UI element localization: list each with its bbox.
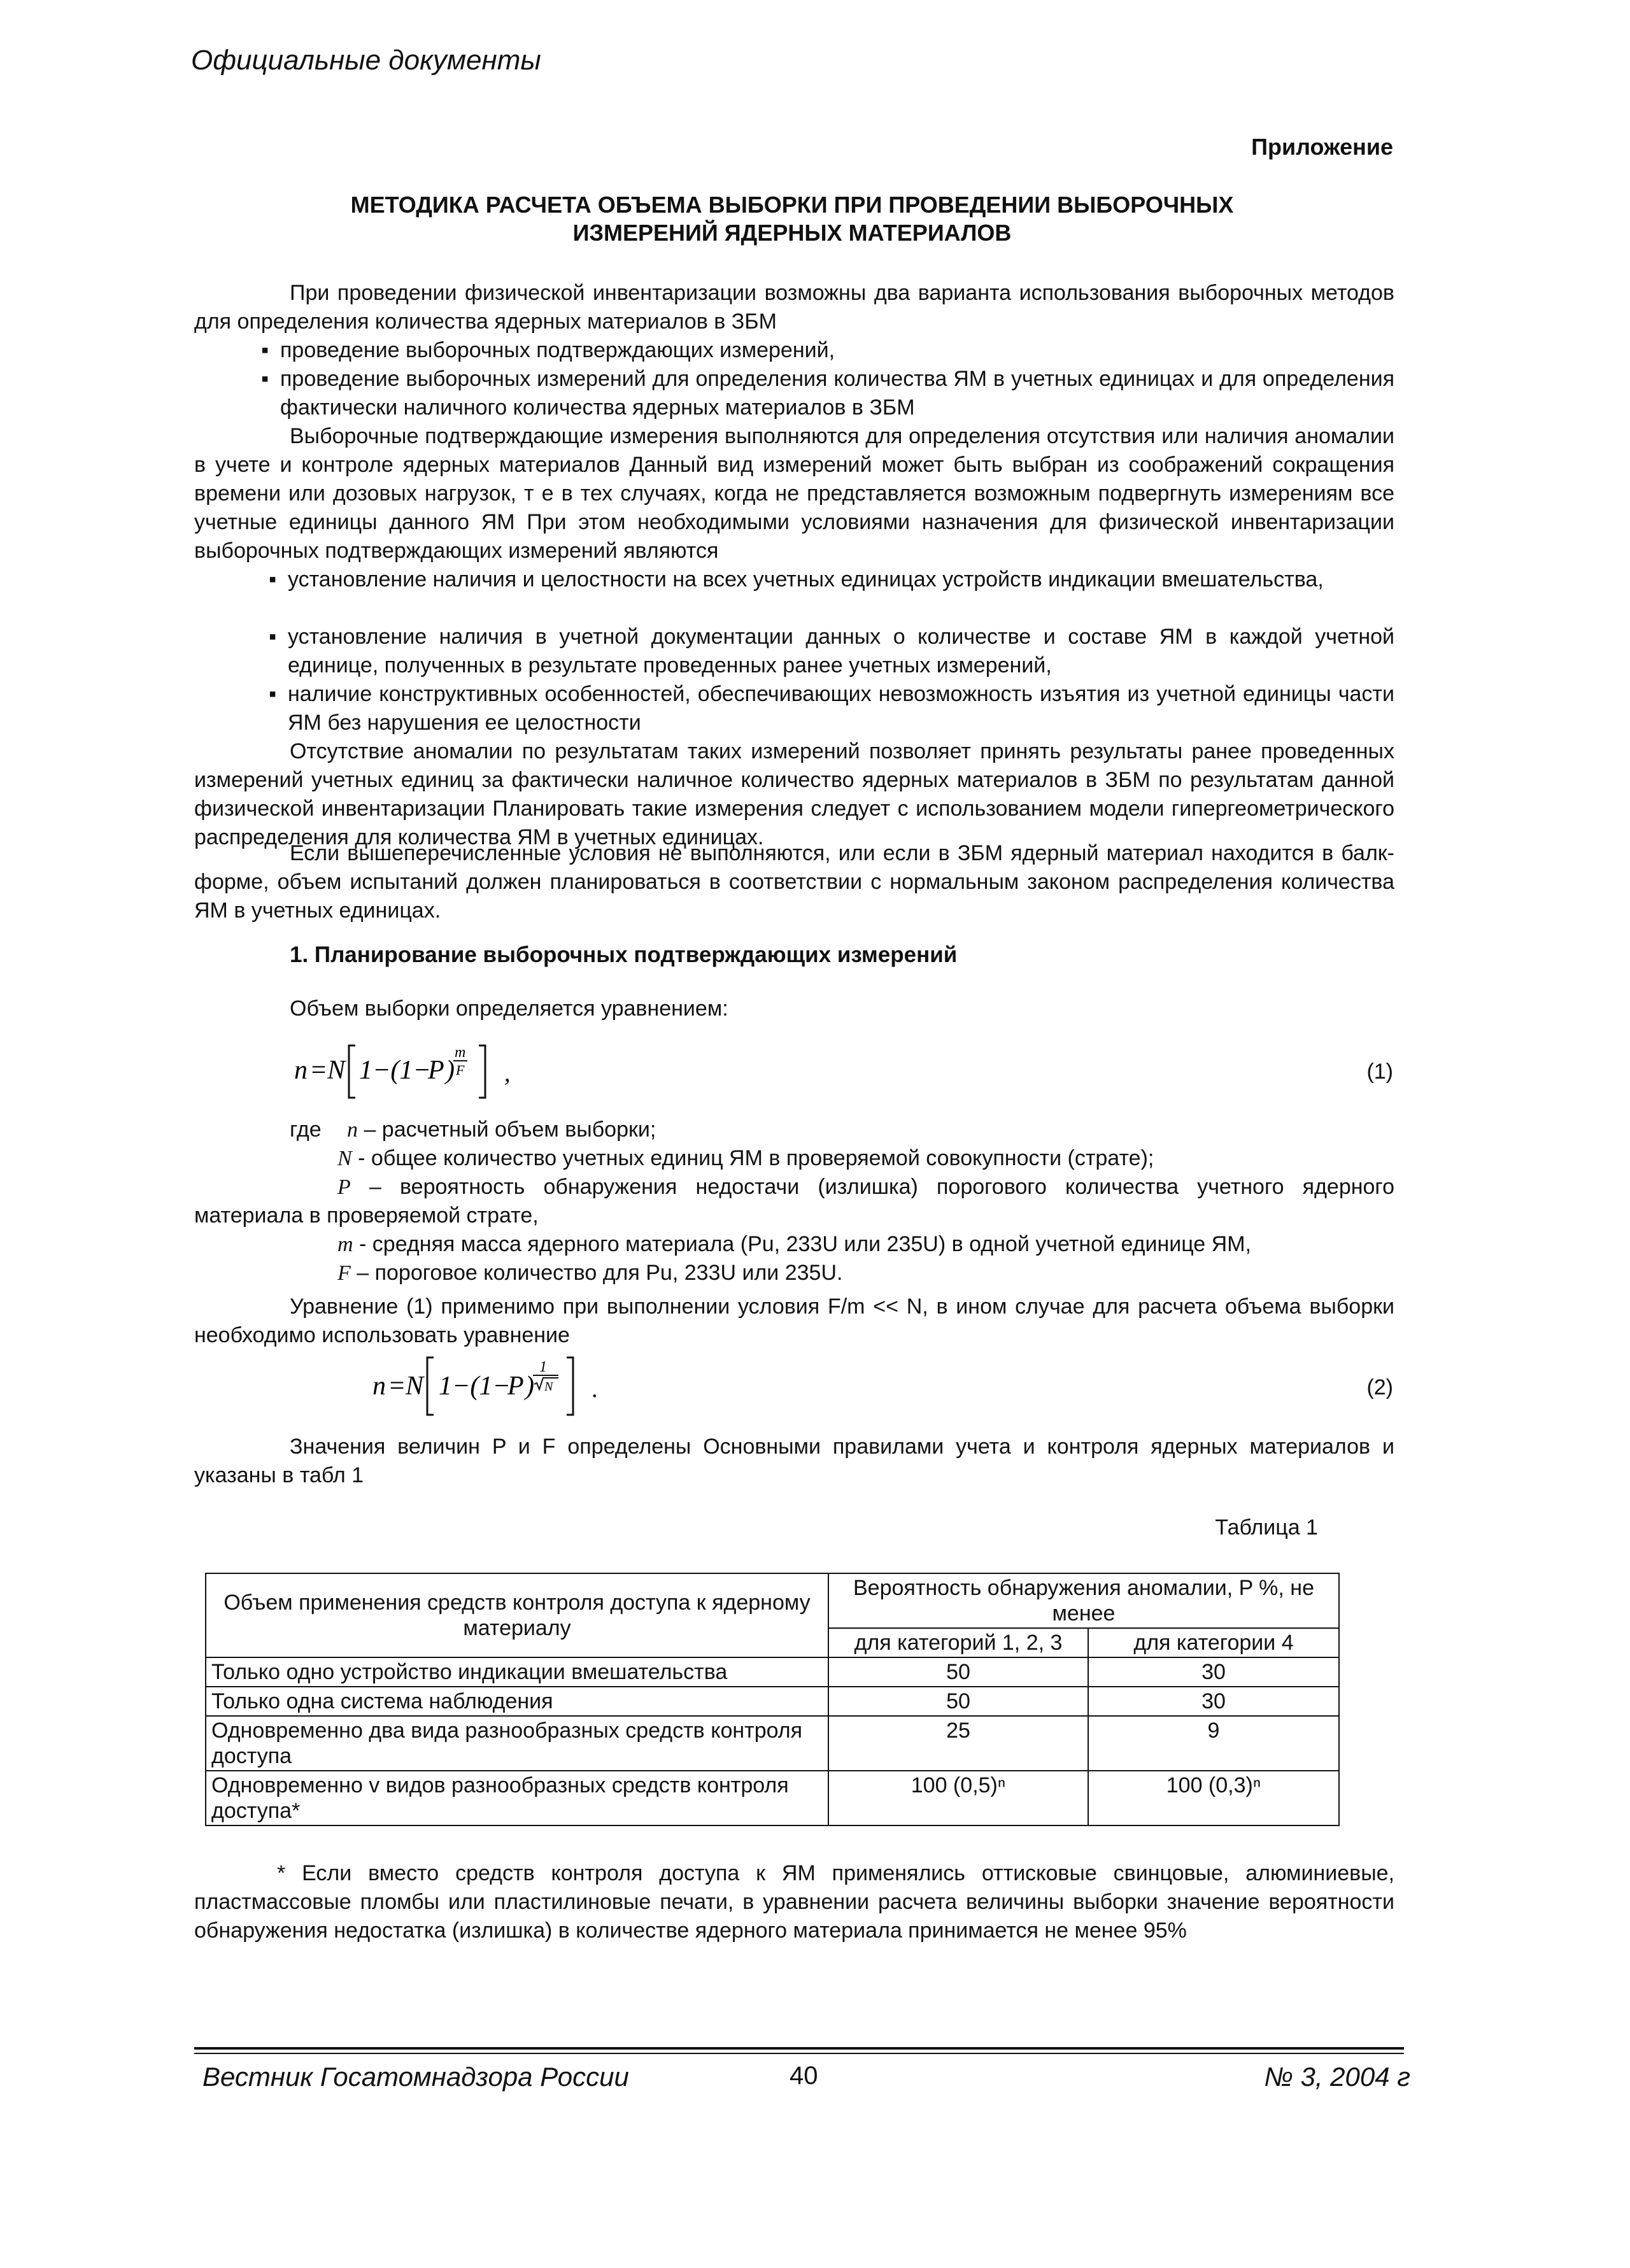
paragraph-condition: Уравнение (1) применимо при выполнении условия F/m << N, в ином случае для расчета объема выборки необходимо использовать уравнение <box>194 1294 1394 1347</box>
definition-F-text: – пороговое количество для Pu, 233U или 235U. <box>357 1261 843 1285</box>
svg-text:): ) <box>446 1056 455 1085</box>
svg-text:=: = <box>309 1056 328 1085</box>
bullet-1-text: проведение выборочных подтверждающих измерений, <box>280 338 835 362</box>
bullet-4-text: установление наличия в учетной документации данных о количестве и составе ЯМ в каждой учетной единице, полученных в результате проведенных ранее учетных измерений, <box>288 625 1394 677</box>
journal-name: Вестник Госатомнадзора России <box>202 2062 629 2092</box>
row-label: Только одна система наблюдения <box>206 1687 828 1716</box>
equation-1-graphic <box>294 1039 562 1103</box>
bullet-5 <box>269 680 1394 737</box>
paragraph-values: Значения величин P и F определены Основными правилами учета и контроля ядерных материалов и указаны в табл 1 <box>194 1435 1394 1487</box>
cell-value: 9 <box>1088 1716 1339 1771</box>
footer-rule <box>194 2047 1404 2050</box>
paragraph-sample-size: Объем выборки определяется уравнением: <box>290 996 728 1021</box>
title-line-1: МЕТОДИКА РАСЧЕТА ОБЪЕМА ВЫБОРКИ ПРИ ПРОВЕДЕНИИ ВЫБОРОЧНЫХ <box>350 192 1234 218</box>
bullet-marker: ▪ <box>269 625 277 649</box>
equation-1-number: (1) <box>1366 1060 1393 1084</box>
table-row <box>206 1771 1339 1825</box>
bullet-3-text: установление наличия и целостности на всех учетных единицах устройств индикации вмешательства, <box>288 567 1324 592</box>
equation-1 <box>294 1039 562 1096</box>
cell-value: 50 <box>828 1687 1088 1716</box>
cell-value: 50 <box>828 1657 1088 1687</box>
definition-P: P – вероятность обнаружения недостачи (излишка) порогового количества учетного ядерного материала в проверяемой страте, <box>194 1175 1394 1228</box>
svg-text:P: P <box>428 1056 444 1085</box>
equation-2-graphic <box>372 1349 672 1419</box>
svg-text:=: = <box>388 1371 406 1401</box>
bullet-1 <box>261 336 1394 365</box>
svg-text:F: F <box>456 1062 465 1078</box>
page-number: 40 <box>790 2062 818 2090</box>
appendix-label: Приложение <box>1251 134 1393 160</box>
cell-value: 30 <box>1088 1687 1339 1716</box>
cell-value: 30 <box>1088 1657 1339 1687</box>
definition-m-text: - средняя масса ядерного материала (Pu, 233U или 235U) в одной учетной единице ЯМ, <box>359 1232 1251 1256</box>
bullet-3 <box>269 565 1394 594</box>
table-caption: Таблица 1 <box>1215 1515 1318 1540</box>
svg-text:1: 1 <box>539 1359 547 1375</box>
svg-text:N: N <box>406 1371 424 1401</box>
title-line-2: ИЗМЕРЕНИЙ ЯДЕРНЫХ МАТЕРИАЛОВ <box>572 220 1012 246</box>
section-heading: 1. Планирование выборочных подтверждающих измерений <box>290 942 958 967</box>
svg-text:P: P <box>507 1371 524 1401</box>
svg-text:N: N <box>327 1056 346 1085</box>
svg-text:m: m <box>455 1044 466 1061</box>
paragraph-intro: При проведении физической инвентаризации возможны два варианта использования выборочных методов для определения количества ядерных материалов в ЗБМ <box>194 281 1394 334</box>
definition-P-text: – вероятность обнаружения недостачи (излишка) порогового количества учетного ядерного материала в проверяемой страте, <box>194 1175 1394 1228</box>
table-row <box>206 1716 1339 1771</box>
row-label: Только одно устройство индикации вмешательства <box>206 1657 828 1687</box>
paragraph-confirming: Выборочные подтверждающие измерения выполняются для определения отсутствия или наличия аномалии в учете и контроле ядерных материалов Данный вид измерений может быть выбран из соображений сокращения времени или дозовых нагрузок, т е в тех случаях, когда не представляется возможным подвергнуть измерениям все учетные единицы данного ЯМ При этом необходимыми условиями назначения для физической инвентаризации выборочных подтверждающих измерений являются <box>194 424 1394 563</box>
cell-value: 100 (0,5)ⁿ <box>828 1771 1088 1825</box>
svg-text:1−(1−: 1−(1− <box>359 1056 431 1085</box>
table-footnote: * Если вместо средств контроля доступа к ЯМ применялись оттисковые свинцовые, алюминиевые, пластмассовые пломбы или пластилиновые печати, в уравнении расчета величины выборки значение вероятности обнаружения недостатка (излишка) в количестве ядерного материала принимается не менее 95% <box>194 1861 1394 1943</box>
row-label: Одновременно v видов разнообразных средств контроля доступа* <box>206 1771 828 1825</box>
row-label: Одновременно два вида разнообразных средств контроля доступа <box>206 1716 828 1771</box>
document-title <box>191 191 1393 247</box>
table-header-row <box>206 1573 1339 1628</box>
bullet-4 <box>269 623 1394 680</box>
column-header-cat123: для категорий 1, 2, 3 <box>828 1628 1088 1657</box>
access-control-table <box>205 1573 1340 1826</box>
footer-rule-thin <box>194 2053 1404 2054</box>
paragraph-absence: Отсутствие аномалии по результатам таких измерений позволяет принять результаты ранее проведенных измерений учетных единиц за фактически наличное количество ядерных материалов в ЗБМ по результатам данной физической инвентаризации Планировать такие измерения следует с использованием модели гипергеометрического распределения для количества ЯМ в учетных единицах. <box>194 739 1394 849</box>
svg-text:n: n <box>372 1371 386 1401</box>
paragraph-otherwise: Если вышеперечисленные условия не выполняются, или если в ЗБМ ядерный материал находится в балк-форме, объем испытаний должен планироваться в соответствии с нормальным законом распределения количества ЯМ в учетных единицах. <box>194 841 1394 923</box>
definition-F: F – пороговое количество для Pu, 233U или 235U. <box>337 1261 843 1285</box>
svg-text:,: , <box>504 1060 511 1087</box>
svg-text:N: N <box>544 1380 553 1394</box>
bullet-2-text: проведение выборочных измерений для определения количества ЯМ в учетных единицах и для определения фактически наличного количества ядерных материалов в ЗБМ <box>280 367 1394 420</box>
equation-2 <box>372 1349 672 1412</box>
definition-n-text: – расчетный объем выборки; <box>364 1117 656 1142</box>
svg-text:n: n <box>294 1056 308 1085</box>
equation-2-number: (2) <box>1366 1375 1393 1400</box>
table-row <box>206 1657 1339 1687</box>
bullet-5-text: наличие конструктивных особенностей, обеспечивающих невозможность изъятия из учетной единицы части ЯМ без нарушения ее целостности <box>288 682 1394 735</box>
svg-text:1−(1−: 1−(1− <box>439 1371 511 1401</box>
definition-N: N - общее количество учетных единиц ЯМ в проверяемой совокупности (страте); <box>337 1146 1154 1170</box>
cell-value: 25 <box>828 1716 1088 1771</box>
table-row <box>206 1687 1339 1716</box>
column-header-cat4: для категории 4 <box>1088 1628 1339 1657</box>
issue-number: № 3, 2004 г <box>1264 2062 1410 2092</box>
definition-m: m - средняя масса ядерного материала (Pu, 233U или 235U) в одной учетной единице ЯМ, <box>337 1232 1251 1256</box>
cell-value: 100 (0,3)ⁿ <box>1088 1771 1339 1825</box>
definition-N-text: - общее количество учетных единиц ЯМ в проверяемой совокупности (страте); <box>358 1146 1154 1170</box>
bullet-marker: ▪ <box>269 682 277 706</box>
column-header-probability: Вероятность обнаружения аномалии, P %, не менее <box>828 1573 1339 1628</box>
bullet-marker: ▪ <box>261 338 269 362</box>
running-title: Официальные документы <box>191 45 541 76</box>
where-label: где <box>290 1117 322 1142</box>
svg-text:): ) <box>525 1371 534 1401</box>
bullet-marker: ▪ <box>261 367 269 391</box>
definition-n: n – расчетный объем выборки; <box>347 1117 656 1142</box>
bullet-2 <box>261 365 1394 422</box>
svg-text:.: . <box>592 1376 599 1403</box>
column-header-scope: Объем применения средств контроля доступа к ядерному материалу <box>206 1573 828 1657</box>
bullet-marker: ▪ <box>269 567 277 592</box>
